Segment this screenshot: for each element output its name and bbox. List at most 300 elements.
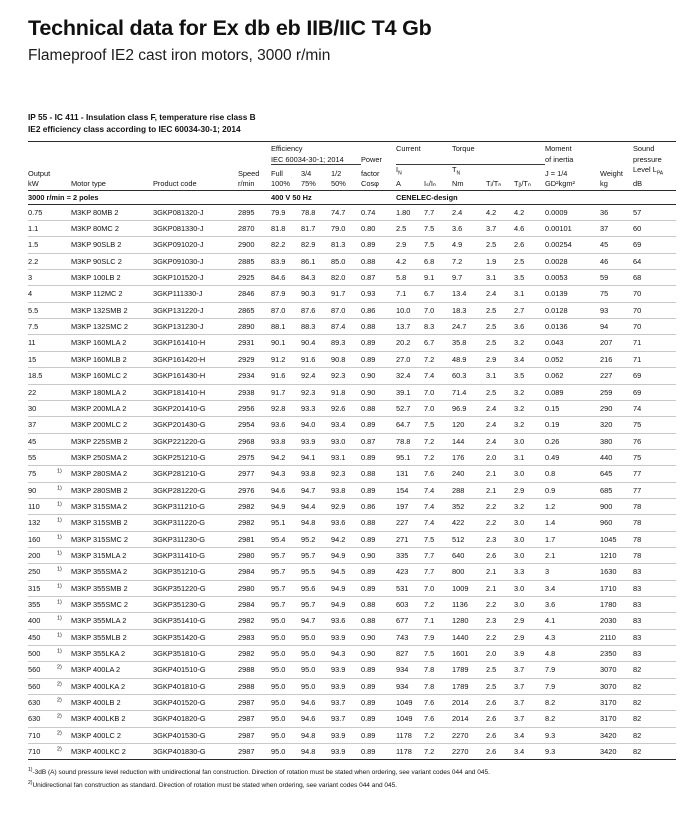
cell-sound: 57 [633, 204, 676, 220]
cell-tb-tn: 3.0 [514, 515, 545, 531]
cell-is-in: 7.5 [424, 417, 452, 433]
cell-pf: 0.89 [361, 744, 396, 760]
cell-output: 2.2 [28, 253, 57, 269]
cell-output: 90 [28, 482, 57, 498]
cell-product-code: 3GKP161420-H [153, 351, 238, 367]
cell-eff75: 81.7 [301, 221, 331, 237]
band-design: CENELEC-design [396, 190, 676, 204]
cell-inertia: 7.9 [545, 678, 600, 694]
cell-is-in: 7.2 [424, 351, 452, 367]
cell-motor-type: M3KP 400LKA 2 [71, 678, 153, 694]
cell-sound: 83 [633, 564, 676, 580]
cell-output: 355 [28, 596, 57, 612]
cell-weight: 3170 [600, 695, 633, 711]
cell-in: 423 [396, 564, 424, 580]
footnote-marker: 1) [57, 632, 62, 639]
cell-motor-type: M3KP 315SMC 2 [71, 531, 153, 547]
table-wrapper [0, 135, 698, 760]
cell-in: 131 [396, 466, 424, 482]
cell-tb-tn: 3.7 [514, 711, 545, 727]
cell-weight: 216 [600, 351, 633, 367]
footnote-marker: 2) [57, 664, 62, 671]
cell-sound: 82 [633, 744, 676, 760]
cell-eff100: 87.9 [271, 286, 301, 302]
cell-eff50: 93.0 [331, 433, 361, 449]
cell-ti-tn: 2.5 [486, 302, 514, 318]
table-row [28, 335, 676, 351]
cell-eff75: 92.4 [301, 368, 331, 384]
cell-inertia: 1.2 [545, 498, 600, 514]
cell-in: 1178 [396, 744, 424, 760]
cell-ti-tn: 2.3 [486, 531, 514, 547]
table-group-row-2 [28, 153, 676, 164]
cell-speed: 2975 [238, 449, 271, 465]
table-row [28, 237, 676, 253]
cell-eff50: 91.7 [331, 286, 361, 302]
table-row [28, 596, 676, 612]
cell-ti-tn: 2.6 [486, 744, 514, 760]
cell-pf: 0.90 [361, 368, 396, 384]
cell-tn: 24.7 [452, 319, 486, 335]
cell-eff75: 93.3 [301, 400, 331, 416]
footnote-marker-cell [57, 286, 71, 302]
footnote-marker: 1) [57, 501, 62, 508]
cell-sound: 82 [633, 678, 676, 694]
cell-tn: 2270 [452, 727, 486, 743]
cell-output: 200 [28, 547, 57, 563]
cell-is-in: 7.7 [424, 547, 452, 563]
table-row [28, 646, 676, 662]
cell-weight: 1780 [600, 596, 633, 612]
cell-ti-tn: 2.1 [486, 580, 514, 596]
condition-line-1: IP 55 - IC 411 - Insulation class F, temperature rise class B [28, 112, 256, 123]
cell-inertia: 0.00101 [545, 221, 600, 237]
cell-pf: 0.88 [361, 466, 396, 482]
cell-pf: 0.89 [361, 662, 396, 678]
cell-ti-tn: 2.5 [486, 678, 514, 694]
cell-tb-tn: 2.6 [514, 237, 545, 253]
cell-ti-tn: 4.2 [486, 204, 514, 220]
footnote-marker-cell [57, 580, 71, 596]
cell-in: 95.1 [396, 449, 424, 465]
cell-eff50: 93.7 [331, 711, 361, 727]
cell-tn: 1009 [452, 580, 486, 596]
cell-eff100: 95.7 [271, 596, 301, 612]
cell-output: 0.75 [28, 204, 57, 220]
cell-product-code: 3GKP091030-J [153, 253, 238, 269]
cell-pf: 0.89 [361, 351, 396, 367]
page-title: Technical data for Ex db eb IIB/IIC T4 Gb [28, 16, 432, 40]
col-product-code: Product code [153, 178, 197, 188]
cell-is-in: 7.7 [424, 564, 452, 580]
cell-in: 20.2 [396, 335, 424, 351]
cell-eff100: 93.6 [271, 417, 301, 433]
cell-eff50: 93.7 [331, 695, 361, 711]
cell-product-code: 3GKP311220-G [153, 515, 238, 531]
cell-is-in: 7.5 [424, 237, 452, 253]
cell-is-in: 7.8 [424, 662, 452, 678]
cell-eff50: 93.1 [331, 449, 361, 465]
cell-eff100: 93.8 [271, 433, 301, 449]
cell-inertia: 4.3 [545, 629, 600, 645]
cell-eff75: 95.6 [301, 580, 331, 596]
footnote-marker-cell [57, 270, 71, 286]
cell-eff50: 93.9 [331, 727, 361, 743]
page-subtitle: Flameproof IE2 cast iron motors, 3000 r/min [28, 46, 331, 64]
cell-eff100: 94.9 [271, 498, 301, 514]
cell-ti-tn: 2.1 [486, 564, 514, 580]
cell-eff100: 94.6 [271, 482, 301, 498]
cell-in: 603 [396, 596, 424, 612]
cell-speed: 2865 [238, 302, 271, 318]
table-row [28, 286, 676, 302]
cell-speed: 2956 [238, 400, 271, 416]
cell-speed: 2982 [238, 498, 271, 514]
cell-weight: 3070 [600, 662, 633, 678]
cell-tn: 2270 [452, 744, 486, 760]
col-ti-tn: Tᵢ/Tₙ [486, 178, 502, 188]
cell-ti-tn: 2.2 [486, 515, 514, 531]
cell-in: 1049 [396, 711, 424, 727]
cell-eff50: 74.7 [331, 204, 361, 220]
table-band-row [28, 190, 676, 204]
cell-is-in: 7.0 [424, 302, 452, 318]
cell-motor-type: M3KP 180MLA 2 [71, 384, 153, 400]
cell-sound: 70 [633, 286, 676, 302]
cell-is-in: 7.2 [424, 433, 452, 449]
table-row [28, 580, 676, 596]
cell-product-code: 3GKP351230-G [153, 596, 238, 612]
cell-eff100: 91.7 [271, 384, 301, 400]
col-sound-l4: dB [633, 178, 643, 188]
cell-eff50: 94.3 [331, 646, 361, 662]
cell-tb-tn: 3.7 [514, 662, 545, 678]
cell-motor-type: M3KP 200MLC 2 [71, 417, 153, 433]
col-sound-subscript: PA [656, 170, 664, 177]
col-inertia-l3: J = 1/4 [545, 169, 568, 179]
table-row [28, 204, 676, 220]
table-row [28, 417, 676, 433]
cell-eff75: 95.5 [301, 564, 331, 580]
table-row [28, 302, 676, 318]
cell-eff100: 94.2 [271, 449, 301, 465]
cell-is-in: 7.6 [424, 695, 452, 711]
cell-pf: 0.93 [361, 286, 396, 302]
table-row [28, 319, 676, 335]
cell-output: 630 [28, 711, 57, 727]
cell-tb-tn: 4.2 [514, 204, 545, 220]
cell-eff50: 90.8 [331, 351, 361, 367]
cell-pf: 0.80 [361, 221, 396, 237]
cell-ti-tn: 3.7 [486, 221, 514, 237]
footnote-1 [28, 767, 672, 778]
footnote-marker-cell [57, 596, 71, 612]
cell-eff75: 94.7 [301, 613, 331, 629]
cell-tn: 1789 [452, 678, 486, 694]
cell-output: 132 [28, 515, 57, 531]
cell-product-code: 3GKP311230-G [153, 531, 238, 547]
cell-inertia: 0.9 [545, 482, 600, 498]
cell-motor-type: M3KP 315SMB 2 [71, 515, 153, 531]
col-eff-12-l3: 50% [331, 178, 346, 188]
cell-is-in: 7.7 [424, 204, 452, 220]
cell-inertia: 0.0128 [545, 302, 600, 318]
col-output-l2: kW [28, 178, 39, 188]
cell-product-code: 3GKP401530-G [153, 727, 238, 743]
footnote-marker: 1) [57, 566, 62, 573]
cell-inertia: 7.9 [545, 662, 600, 678]
cell-ti-tn: 2.5 [486, 237, 514, 253]
cell-eff75: 82.9 [301, 237, 331, 253]
group-sound-l2: pressure [633, 155, 662, 165]
cell-tb-tn: 2.7 [514, 302, 545, 318]
cell-weight: 960 [600, 515, 633, 531]
cell-in: 2.5 [396, 221, 424, 237]
cell-tb-tn: 3.0 [514, 531, 545, 547]
cell-eff75: 94.8 [301, 727, 331, 743]
footnote-marker: 2) [57, 746, 62, 753]
cell-ti-tn: 3.1 [486, 368, 514, 384]
cell-tn: 176 [452, 449, 486, 465]
cell-eff75: 94.6 [301, 695, 331, 711]
cell-pf: 0.90 [361, 547, 396, 563]
cell-eff50: 81.3 [331, 237, 361, 253]
cell-weight: 440 [600, 449, 633, 465]
cell-ti-tn: 2.1 [486, 482, 514, 498]
footnote-marker: 1) [57, 485, 62, 492]
cell-product-code: 3GKP111330-J [153, 286, 238, 302]
cell-eff50: 93.9 [331, 678, 361, 694]
cell-is-in: 7.2 [424, 449, 452, 465]
cell-tb-tn: 3.4 [514, 727, 545, 743]
cell-motor-type: M3KP 80MB 2 [71, 204, 153, 220]
cell-output: 5.5 [28, 302, 57, 318]
col-pf-l3: Cosφ [361, 178, 379, 188]
cell-speed: 2929 [238, 351, 271, 367]
cell-eff75: 95.0 [301, 662, 331, 678]
cell-weight: 259 [600, 384, 633, 400]
cell-sound: 64 [633, 253, 676, 269]
cell-weight: 3420 [600, 727, 633, 743]
cell-inertia: 8.2 [545, 711, 600, 727]
cell-motor-type: M3KP 355SMB 2 [71, 580, 153, 596]
cell-tn: 1789 [452, 662, 486, 678]
cell-product-code: 3GKP101520-J [153, 270, 238, 286]
cell-in: 13.7 [396, 319, 424, 335]
cell-sound: 78 [633, 515, 676, 531]
cell-eff75: 78.8 [301, 204, 331, 220]
cell-ti-tn: 2.4 [486, 433, 514, 449]
cell-ti-tn: 2.3 [486, 613, 514, 629]
cell-weight: 1710 [600, 580, 633, 596]
cell-weight: 290 [600, 400, 633, 416]
cell-ti-tn: 2.1 [486, 466, 514, 482]
cell-eff100: 84.6 [271, 270, 301, 286]
cell-eff100: 95.7 [271, 564, 301, 580]
footnote-marker-cell [57, 695, 71, 711]
cell-is-in: 6.7 [424, 335, 452, 351]
cell-eff100: 95.0 [271, 629, 301, 645]
cell-tb-tn: 2.5 [514, 253, 545, 269]
footnote-marker: 2) [57, 681, 62, 688]
cell-output: 710 [28, 727, 57, 743]
cell-inertia: 0.0053 [545, 270, 600, 286]
cell-is-in: 7.9 [424, 629, 452, 645]
cell-eff100: 88.1 [271, 319, 301, 335]
cell-weight: 685 [600, 482, 633, 498]
cell-eff50: 94.9 [331, 596, 361, 612]
cell-tb-tn: 3.2 [514, 498, 545, 514]
cell-is-in: 7.2 [424, 727, 452, 743]
cell-weight: 37 [600, 221, 633, 237]
cell-motor-type: M3KP 90SLC 2 [71, 253, 153, 269]
conditions-block [0, 65, 698, 135]
cell-output: 400 [28, 613, 57, 629]
cell-is-in: 7.1 [424, 613, 452, 629]
cell-motor-type: M3KP 160MLB 2 [71, 351, 153, 367]
cell-in: 32.4 [396, 368, 424, 384]
footnote-1-marker: 1) [28, 767, 33, 774]
cell-eff75: 94.7 [301, 482, 331, 498]
cell-product-code: 3GKP351410-G [153, 613, 238, 629]
cell-tb-tn: 3.4 [514, 744, 545, 760]
cell-sound: 83 [633, 613, 676, 629]
cell-inertia: 3.6 [545, 596, 600, 612]
cell-ti-tn: 2.9 [486, 351, 514, 367]
cell-motor-type: M3KP 355SMA 2 [71, 564, 153, 580]
cell-speed: 2895 [238, 204, 271, 220]
cell-is-in: 7.5 [424, 221, 452, 237]
col-in-symbol: $I_N$ [396, 164, 402, 177]
group-sound-l1: Sound [633, 144, 655, 154]
table-row [28, 433, 676, 449]
cell-pf: 0.89 [361, 449, 396, 465]
col-weight-l2: kg [600, 178, 608, 188]
cell-tb-tn: 3.2 [514, 417, 545, 433]
cell-inertia: 0.15 [545, 400, 600, 416]
cell-inertia: 3 [545, 564, 600, 580]
cell-eff75: 94.8 [301, 744, 331, 760]
cell-tn: 422 [452, 515, 486, 531]
table-row [28, 678, 676, 694]
table-row [28, 400, 676, 416]
cell-eff100: 95.7 [271, 580, 301, 596]
cell-product-code: 3GKP401830-G [153, 744, 238, 760]
col-tb-tn: Tᵦ/Tₙ [514, 178, 531, 188]
cell-eff75: 95.7 [301, 547, 331, 563]
table-row [28, 662, 676, 678]
cell-output: 45 [28, 433, 57, 449]
cell-motor-type: M3KP 90SLB 2 [71, 237, 153, 253]
cell-in: 4.2 [396, 253, 424, 269]
cell-motor-type: M3KP 400LB 2 [71, 695, 153, 711]
cell-eff100: 90.1 [271, 335, 301, 351]
cell-tn: 13.4 [452, 286, 486, 302]
cell-sound: 70 [633, 319, 676, 335]
cell-product-code: 3GKP131230-J [153, 319, 238, 335]
cell-ti-tn: 2.2 [486, 596, 514, 612]
cell-output: 18.5 [28, 368, 57, 384]
cell-tn: 512 [452, 531, 486, 547]
cell-eff100: 95.7 [271, 547, 301, 563]
footnote-2-text: Unidirectional fan construction as standard. Direction of rotation must be stated when ordering, see variant codes 044 and 045. [32, 781, 398, 789]
cell-ti-tn: 2.5 [486, 662, 514, 678]
footnote-marker-cell [57, 629, 71, 645]
cell-eff75: 94.4 [301, 498, 331, 514]
cell-output: 4 [28, 286, 57, 302]
cell-tb-tn: 3.3 [514, 564, 545, 580]
cell-ti-tn: 2.5 [486, 319, 514, 335]
cell-output: 450 [28, 629, 57, 645]
cell-in: 154 [396, 482, 424, 498]
cell-tn: 35.8 [452, 335, 486, 351]
cell-is-in: 7.2 [424, 744, 452, 760]
cell-tb-tn: 3.0 [514, 596, 545, 612]
cell-ti-tn: 2.0 [486, 646, 514, 662]
cell-pf: 0.89 [361, 564, 396, 580]
cell-motor-type: M3KP 160MLC 2 [71, 368, 153, 384]
cell-tn: 2014 [452, 695, 486, 711]
cell-eff100: 95.0 [271, 678, 301, 694]
table-row [28, 498, 676, 514]
cell-sound: 60 [633, 221, 676, 237]
cell-eff50: 94.2 [331, 531, 361, 547]
cell-in: 78.8 [396, 433, 424, 449]
cell-tb-tn: 3.2 [514, 400, 545, 416]
cell-tn: 1601 [452, 646, 486, 662]
cell-weight: 380 [600, 433, 633, 449]
cell-tb-tn: 3.0 [514, 466, 545, 482]
cell-inertia: 1.4 [545, 515, 600, 531]
cell-tb-tn: 2.9 [514, 482, 545, 498]
table-row [28, 449, 676, 465]
cell-product-code: 3GKP201430-G [153, 417, 238, 433]
table-row [28, 221, 676, 237]
cell-motor-type: M3KP 400LKC 2 [71, 744, 153, 760]
cell-product-code: 3GKP201410-G [153, 400, 238, 416]
cell-sound: 82 [633, 711, 676, 727]
cell-product-code: 3GKP351420-G [153, 629, 238, 645]
cell-weight: 207 [600, 335, 633, 351]
cell-product-code: 3GKP281210-G [153, 466, 238, 482]
cell-product-code: 3GKP091020-J [153, 237, 238, 253]
cell-weight: 45 [600, 237, 633, 253]
cell-product-code: 3GKP401820-G [153, 711, 238, 727]
cell-motor-type: M3KP 355SMC 2 [71, 596, 153, 612]
cell-inertia: 0.00254 [545, 237, 600, 253]
cell-tb-tn: 3.0 [514, 580, 545, 596]
cell-in: 271 [396, 531, 424, 547]
cell-speed: 2980 [238, 580, 271, 596]
cell-pf: 0.89 [361, 417, 396, 433]
cell-motor-type: M3KP 250SMA 2 [71, 449, 153, 465]
cell-product-code: 3GKP401510-G [153, 662, 238, 678]
cell-sound: 75 [633, 417, 676, 433]
footnote-marker-cell [57, 351, 71, 367]
cell-in: 197 [396, 498, 424, 514]
cell-eff75: 90.4 [301, 335, 331, 351]
cell-pf: 0.90 [361, 629, 396, 645]
cell-inertia: 0.26 [545, 433, 600, 449]
cell-speed: 2890 [238, 319, 271, 335]
col-weight-l1: Weight [600, 169, 623, 179]
cell-in: 5.8 [396, 270, 424, 286]
cell-weight: 93 [600, 302, 633, 318]
cell-eff100: 79.9 [271, 204, 301, 220]
cell-output: 250 [28, 564, 57, 580]
cell-output: 75 [28, 466, 57, 482]
cell-tn: 71.4 [452, 384, 486, 400]
